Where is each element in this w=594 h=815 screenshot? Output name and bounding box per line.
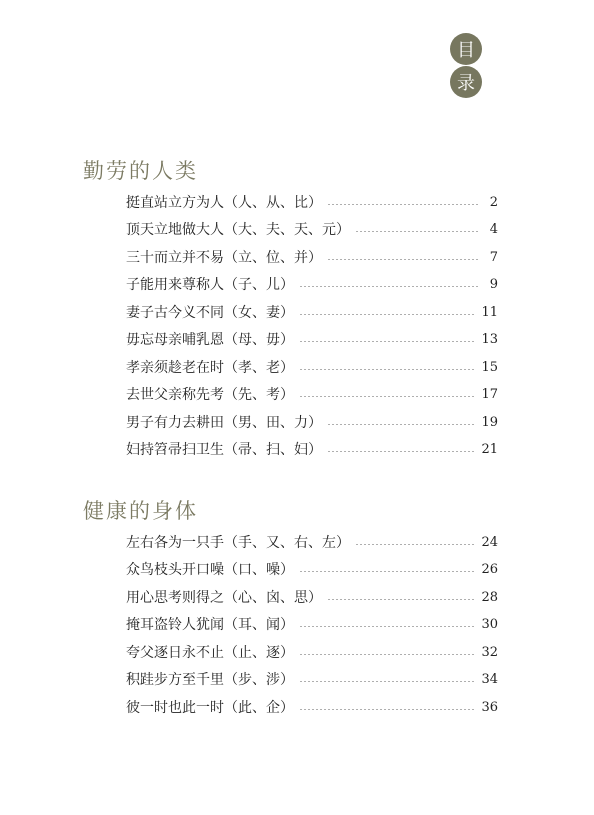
toc-entry[interactable]	[126, 192, 498, 212]
toc-entry[interactable]	[126, 614, 498, 634]
dot-leader	[327, 424, 476, 425]
entry-page-number: 13	[481, 331, 498, 347]
dot-leader	[299, 654, 476, 655]
entry-title: 去世父亲称先考（先、考）	[126, 387, 294, 403]
dot-leader	[299, 709, 476, 710]
toc-entry[interactable]	[126, 587, 498, 607]
entry-title: 挺直站立方为人（人、从、比）	[126, 195, 322, 211]
entry-title: 子能用来尊称人（子、儿）	[126, 277, 294, 293]
toc-entry[interactable]	[126, 697, 498, 717]
toc-entry[interactable]	[126, 357, 498, 377]
toc-entry[interactable]	[126, 642, 498, 662]
entry-title: 用心思考则得之（心、囟、思）	[126, 590, 322, 606]
dot-leader	[299, 286, 479, 287]
entry-page-number: 19	[481, 414, 498, 430]
entry-page-number: 7	[489, 249, 498, 265]
dot-leader	[299, 396, 476, 397]
dot-leader	[327, 259, 479, 260]
entry-page-number: 32	[481, 644, 498, 660]
dot-leader	[299, 571, 476, 572]
entry-page-number: 9	[489, 276, 498, 292]
entry-title: 妻子古今义不同（女、妻）	[126, 305, 294, 321]
entry-title: 众鸟枝头开口噪（口、噪）	[126, 562, 294, 578]
toc-entry[interactable]	[126, 559, 498, 579]
entry-page-number: 24	[481, 534, 498, 550]
dot-leader	[299, 681, 476, 682]
toc-entry[interactable]	[126, 247, 498, 267]
dot-leader	[299, 341, 476, 342]
entry-page-number: 36	[481, 699, 498, 715]
entry-page-number: 28	[481, 589, 498, 605]
entry-title: 妇持笤帚扫卫生（帚、扫、妇）	[126, 442, 322, 458]
entry-page-number: 2	[489, 194, 498, 210]
dot-leader	[355, 544, 476, 545]
entry-title: 毋忘母亲哺乳恩（母、毋）	[126, 332, 294, 348]
entry-title: 掩耳盗铃人犹闻（耳、闻）	[126, 617, 294, 633]
entry-title: 男子有力去耕田（男、田、力）	[126, 415, 322, 431]
entry-title: 彼一时也此一时（此、企）	[126, 700, 294, 716]
dot-leader	[327, 599, 476, 600]
toc-entry[interactable]	[126, 439, 498, 459]
toc-entry[interactable]	[126, 329, 498, 349]
dot-leader	[299, 314, 476, 315]
dot-leader	[299, 626, 476, 627]
entry-page-number: 21	[481, 441, 498, 457]
entry-title: 左右各为一只手（手、又、右、左）	[126, 535, 350, 551]
entry-page-number: 34	[481, 671, 498, 687]
toc-entry[interactable]	[126, 219, 498, 239]
entry-title: 顶天立地做大人（大、夫、天、元）	[126, 222, 350, 238]
dot-leader	[327, 451, 476, 452]
entry-page-number: 17	[481, 386, 498, 402]
toc-entry[interactable]	[126, 384, 498, 404]
dot-leader	[327, 204, 479, 205]
entry-page-number: 30	[481, 616, 498, 632]
toc-entry[interactable]	[126, 302, 498, 322]
toc-badge-char-2: 录	[450, 66, 482, 98]
entry-page-number: 15	[481, 359, 498, 375]
toc-badge-char-1: 目	[450, 33, 482, 65]
dot-leader	[299, 369, 476, 370]
entry-title: 三十而立并不易（立、位、并）	[126, 250, 322, 266]
entry-title: 夸父逐日永不止（止、逐）	[126, 645, 294, 661]
entry-page-number: 26	[481, 561, 498, 577]
toc-entry[interactable]	[126, 274, 498, 294]
dot-leader	[355, 231, 479, 232]
toc-entry[interactable]	[126, 412, 498, 432]
section-title: 勤劳的人类	[83, 159, 198, 183]
section-title: 健康的身体	[83, 499, 198, 523]
toc-entry[interactable]	[126, 669, 498, 689]
entry-page-number: 11	[481, 304, 498, 320]
entry-title: 孝亲须趁老在时（孝、老）	[126, 360, 294, 376]
entry-page-number: 4	[489, 221, 498, 237]
toc-entry[interactable]	[126, 532, 498, 552]
entry-title: 积跬步方至千里（步、涉）	[126, 672, 294, 688]
